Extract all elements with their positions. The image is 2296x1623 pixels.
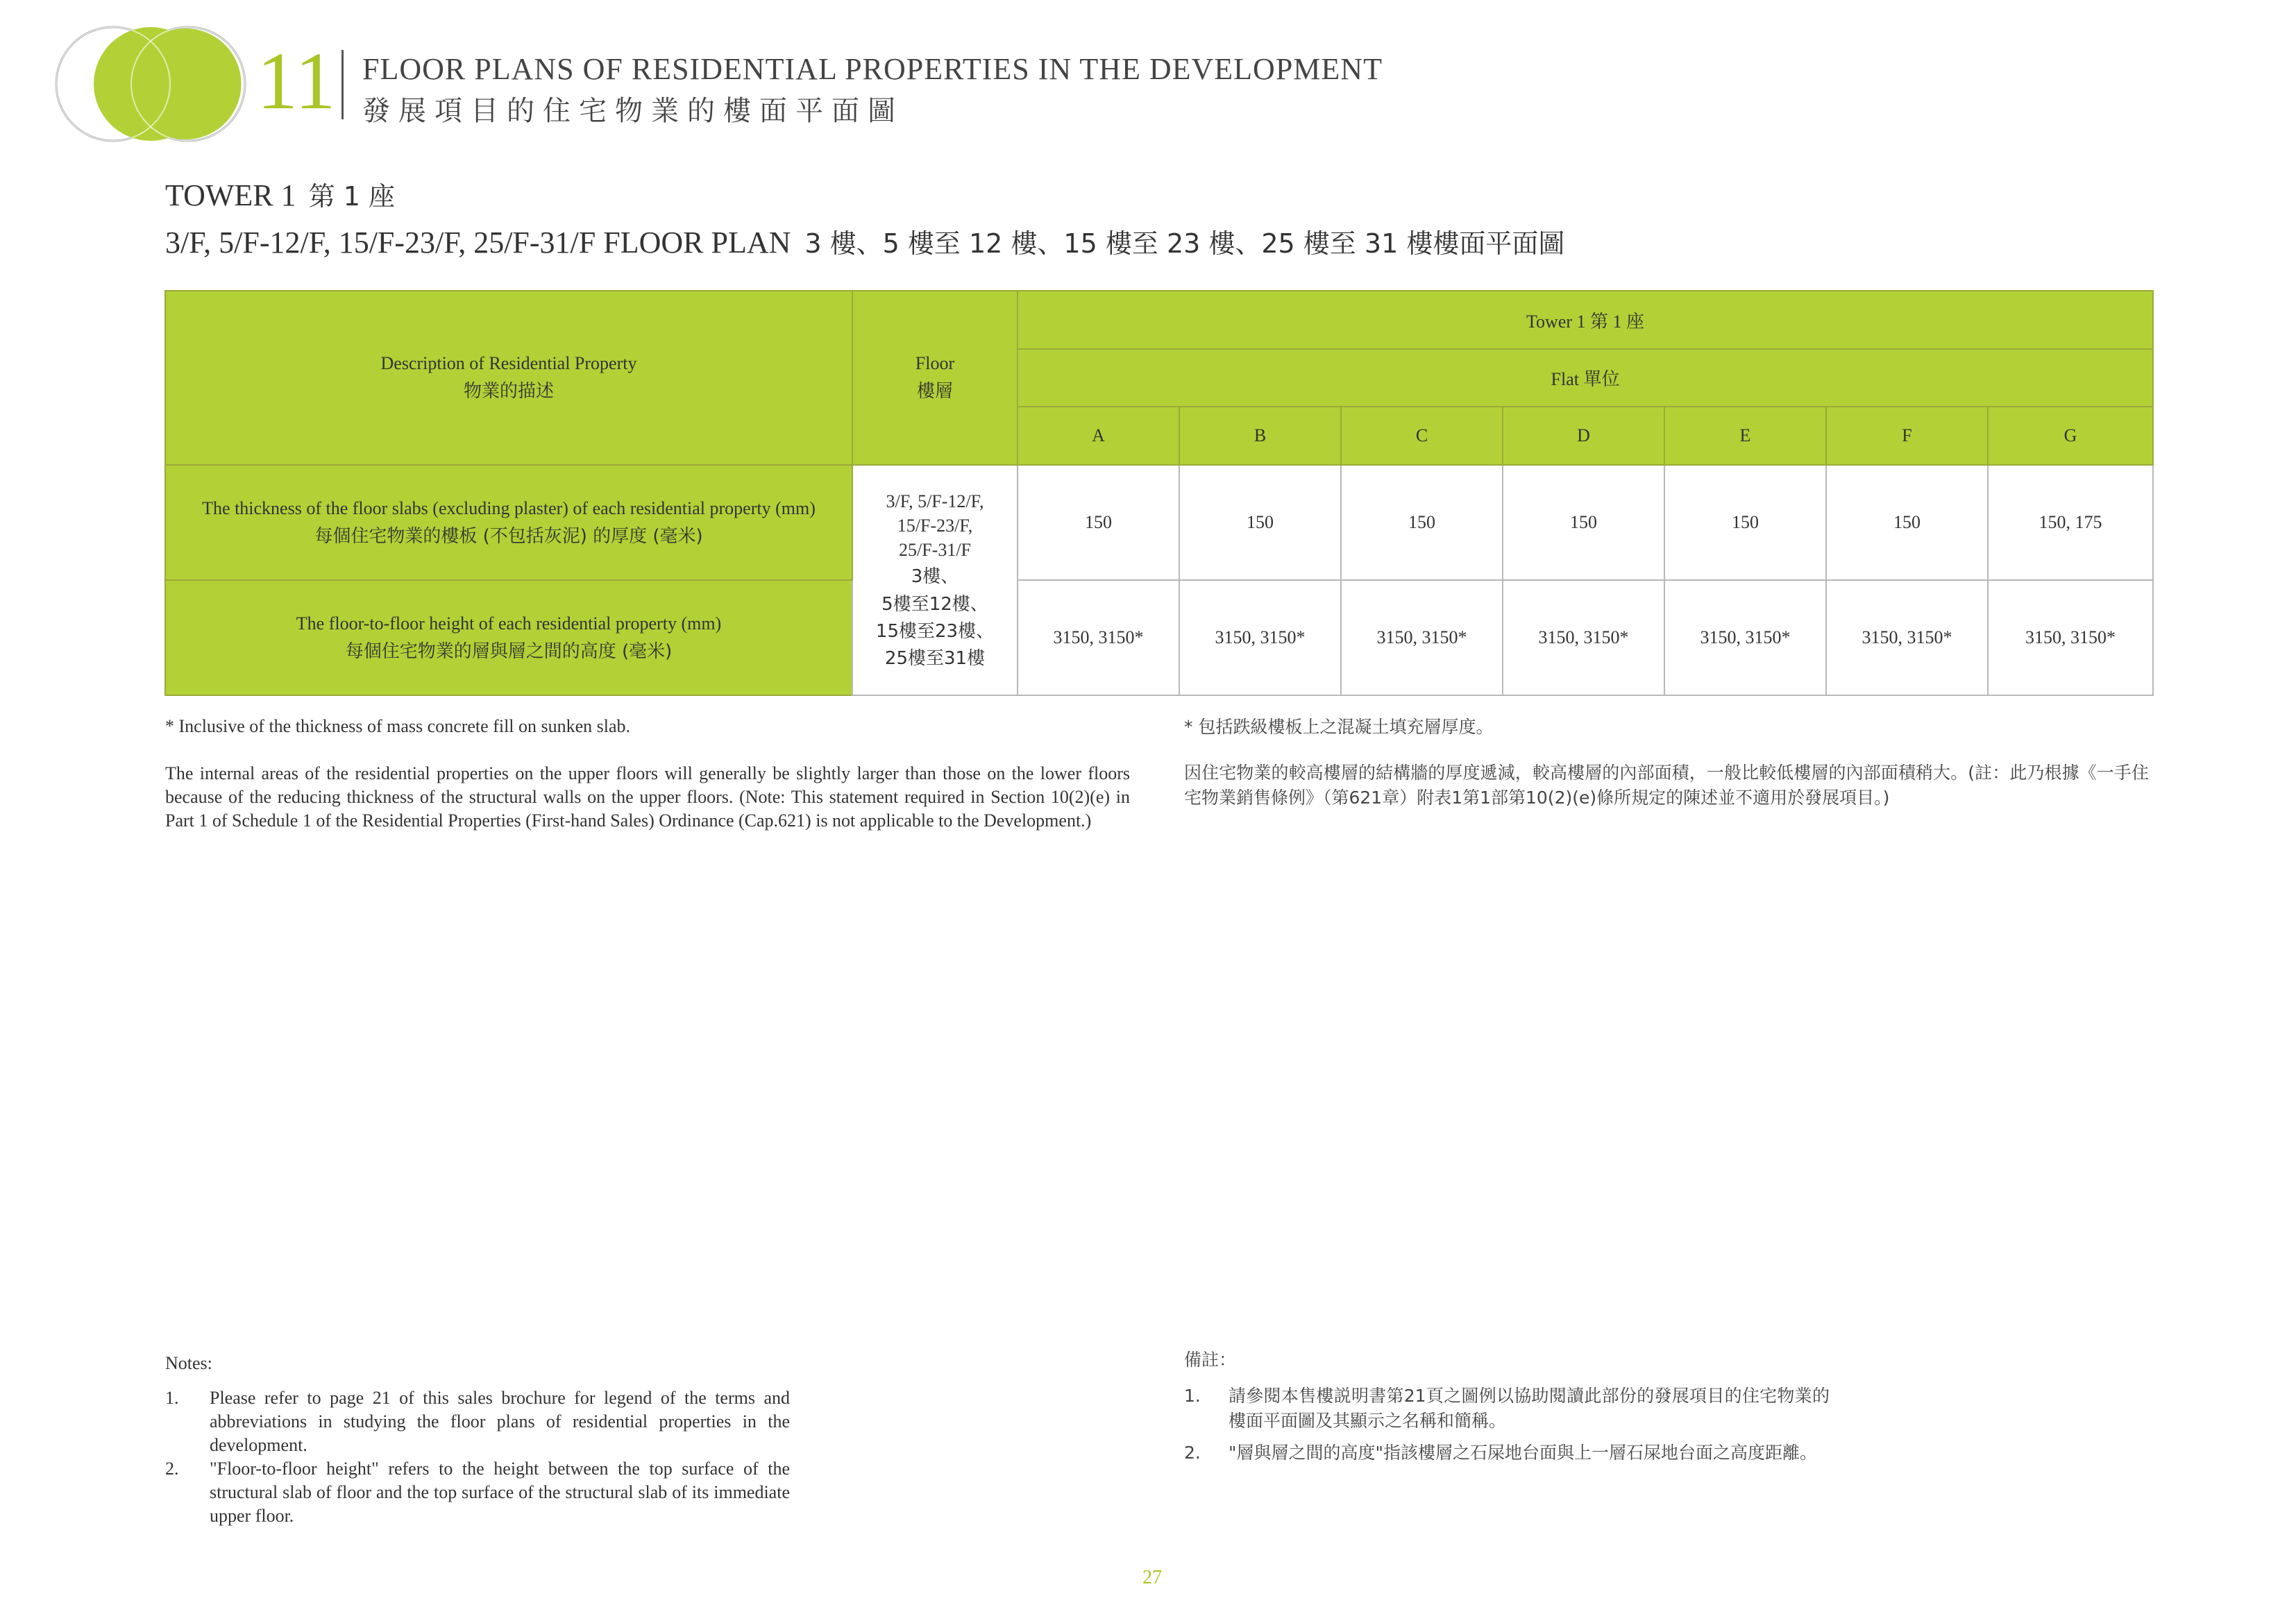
slab-thickness-b: 150 — [1179, 465, 1341, 580]
tower-header: Tower 1 第 1 座 — [1018, 291, 2153, 349]
section-number: 11 — [257, 35, 336, 126]
slab-thickness-label — [165, 465, 852, 580]
floor-height-f: 3150, 3150* — [1826, 580, 1988, 695]
note-item — [165, 1457, 790, 1528]
lime-circle — [94, 27, 208, 141]
slab-thickness-a: 150 — [1018, 465, 1179, 580]
flat-e-header: E — [1664, 407, 1826, 465]
floor-height-label — [165, 580, 852, 695]
floor-range-zh-3: 15樓至23樓、 — [875, 620, 995, 642]
slab-thickness-label-en: The thickness of the floor slabs (excluding plaster) of each residential property (mm) — [202, 498, 816, 518]
section-title-en: FLOOR PLANS OF RESIDENTIAL PROPERTIES IN THE DEVELOPMENT — [362, 52, 1383, 86]
internal-area-statement-en: The internal areas of the residential properties on the upper floors will generally be slightly larger than those on the lower floors because of the reducing thickness of the structural walls on the upper floors. (Note: This statement required in Section 10(2)(e) in Part 1 of Schedule 1 of the Residential Properties (First-hand Sales) Ordinance (Cap.621) is not applicable to the Development.) — [165, 763, 1130, 831]
note-text: "Floor-to-floor height" refers to the height between the top surface of the structural slab of floor and the top surface of the structural slab of its immediate upper floor. — [210, 1459, 790, 1526]
flat-g-header: G — [1988, 407, 2153, 465]
floor-plan-heading-en: 3/F, 5/F-12/F, 15/F-23/F, 25/F-31/F FLOOR PLAN — [165, 226, 791, 260]
floor-height-b: 3150, 3150* — [1179, 580, 1341, 695]
slab-thickness-c: 150 — [1341, 465, 1503, 580]
floor-slab-table — [164, 290, 2154, 696]
floor-range-zh-4: 25樓至31樓 — [884, 647, 986, 669]
note-text: 請參閱本售樓説明書第21頁之圖例以協助閱讀此部份的發展項目的住宅物業的樓面平面圖及其顯示之名稱和簡稱。 — [1229, 1386, 1830, 1431]
floor-header-en: Floor — [915, 353, 955, 373]
floor-header — [852, 291, 1018, 465]
flat-b-header: B — [1179, 407, 1341, 465]
note-item — [1184, 1384, 1830, 1434]
table-row — [165, 580, 2153, 695]
footnote-zh: * 包括跌級樓板上之混凝土填充層厚度。 — [1184, 717, 1494, 737]
description-header-zh: 物業的描述 — [463, 381, 554, 402]
tower-heading — [165, 175, 395, 213]
floor-range-en-3: 25/F-31/F — [898, 540, 972, 561]
floor-height-g: 3150, 3150* — [1988, 580, 2153, 695]
floor-height-e: 3150, 3150* — [1664, 580, 1826, 695]
floor-height-a: 3150, 3150* — [1018, 580, 1179, 695]
section-title-zh: 發展項目的住宅物業的樓面平面圖 — [362, 95, 904, 127]
note-text: "層與層之間的高度"指該樓層之石屎地台面與上一層石屎地台面之高度距離。 — [1229, 1443, 1818, 1463]
floor-height-d: 3150, 3150* — [1503, 580, 1664, 695]
floor-range-en-1: 3/F, 5/F-12/F, — [886, 491, 984, 512]
note-item — [1184, 1441, 1830, 1465]
note-text: Please refer to page 21 of this sales brochure for legend of the terms and abbreviations in studying the floor plans of residential properties in the development. — [210, 1388, 790, 1455]
floor-plan-heading — [165, 222, 1564, 260]
floor-range-zh-1: 3樓、 — [911, 566, 959, 588]
floor-range-zh-2: 5樓至12樓、 — [881, 593, 988, 615]
floor-height-label-en: The floor-to-floor height of each residential property (mm) — [296, 613, 722, 634]
table-row — [165, 465, 2153, 580]
note-item — [165, 1386, 790, 1457]
notes-title-zh: 備註： — [1184, 1350, 1237, 1370]
footnote-en: * Inclusive of the thickness of mass concrete fill on sunken slab. — [165, 716, 631, 736]
note-number: 1. — [1184, 1386, 1201, 1406]
flat-d-header: D — [1503, 407, 1664, 465]
internal-area-statement-zh: 因住宅物業的較高樓層的結構牆的厚度遞減，較高樓層的內部面積，一般比較低樓層的內部面積稍大。(註：此乃根據《一手住宅物業銷售條例》（第621章）附表1第1部第10(2)(e)條所規定的陳述並不適用於發展項目。) — [1184, 763, 2149, 808]
brand-rings-logo — [53, 25, 247, 143]
tower-heading-zh: 第 1 座 — [308, 181, 395, 212]
slab-thickness-label-zh: 每個住宅物業的樓板 (不包括灰泥) 的厚度 (毫米) — [314, 525, 703, 547]
slab-thickness-e: 150 — [1664, 465, 1826, 580]
page-number: 27 — [1142, 1567, 1162, 1588]
flat-c-header: C — [1341, 407, 1503, 465]
floor-header-zh: 樓層 — [916, 381, 953, 402]
header-divider — [341, 50, 344, 119]
floor-height-label-zh: 每個住宅物業的層與層之間的高度 (毫米) — [345, 640, 673, 662]
floor-height-c: 3150, 3150* — [1341, 580, 1503, 695]
slab-thickness-g: 150, 175 — [1988, 465, 2153, 580]
floor-range-cell — [852, 465, 1018, 695]
notes-en — [165, 1352, 790, 1528]
notes-zh — [1184, 1348, 1830, 1465]
description-header — [165, 291, 852, 465]
flat-a-header: A — [1018, 407, 1179, 465]
slab-thickness-f: 150 — [1826, 465, 1988, 580]
note-number: 2. — [1184, 1443, 1201, 1463]
flat-f-header: F — [1826, 407, 1988, 465]
note-number: 1. — [165, 1388, 179, 1408]
slab-thickness-d: 150 — [1503, 465, 1664, 580]
description-header-en: Description of Residential Property — [380, 353, 637, 373]
tower-heading-en: TOWER 1 — [165, 178, 296, 212]
notes-title-en: Notes: — [165, 1353, 212, 1373]
floor-plan-heading-zh: 3 樓、5 樓至 12 樓、15 樓至 23 樓、25 樓至 31 樓樓面平面圖 — [804, 228, 1565, 259]
note-number: 2. — [165, 1459, 179, 1479]
floor-range-en-2: 15/F-23/F, — [897, 516, 973, 536]
flat-header: Flat 單位 — [1018, 349, 2153, 407]
